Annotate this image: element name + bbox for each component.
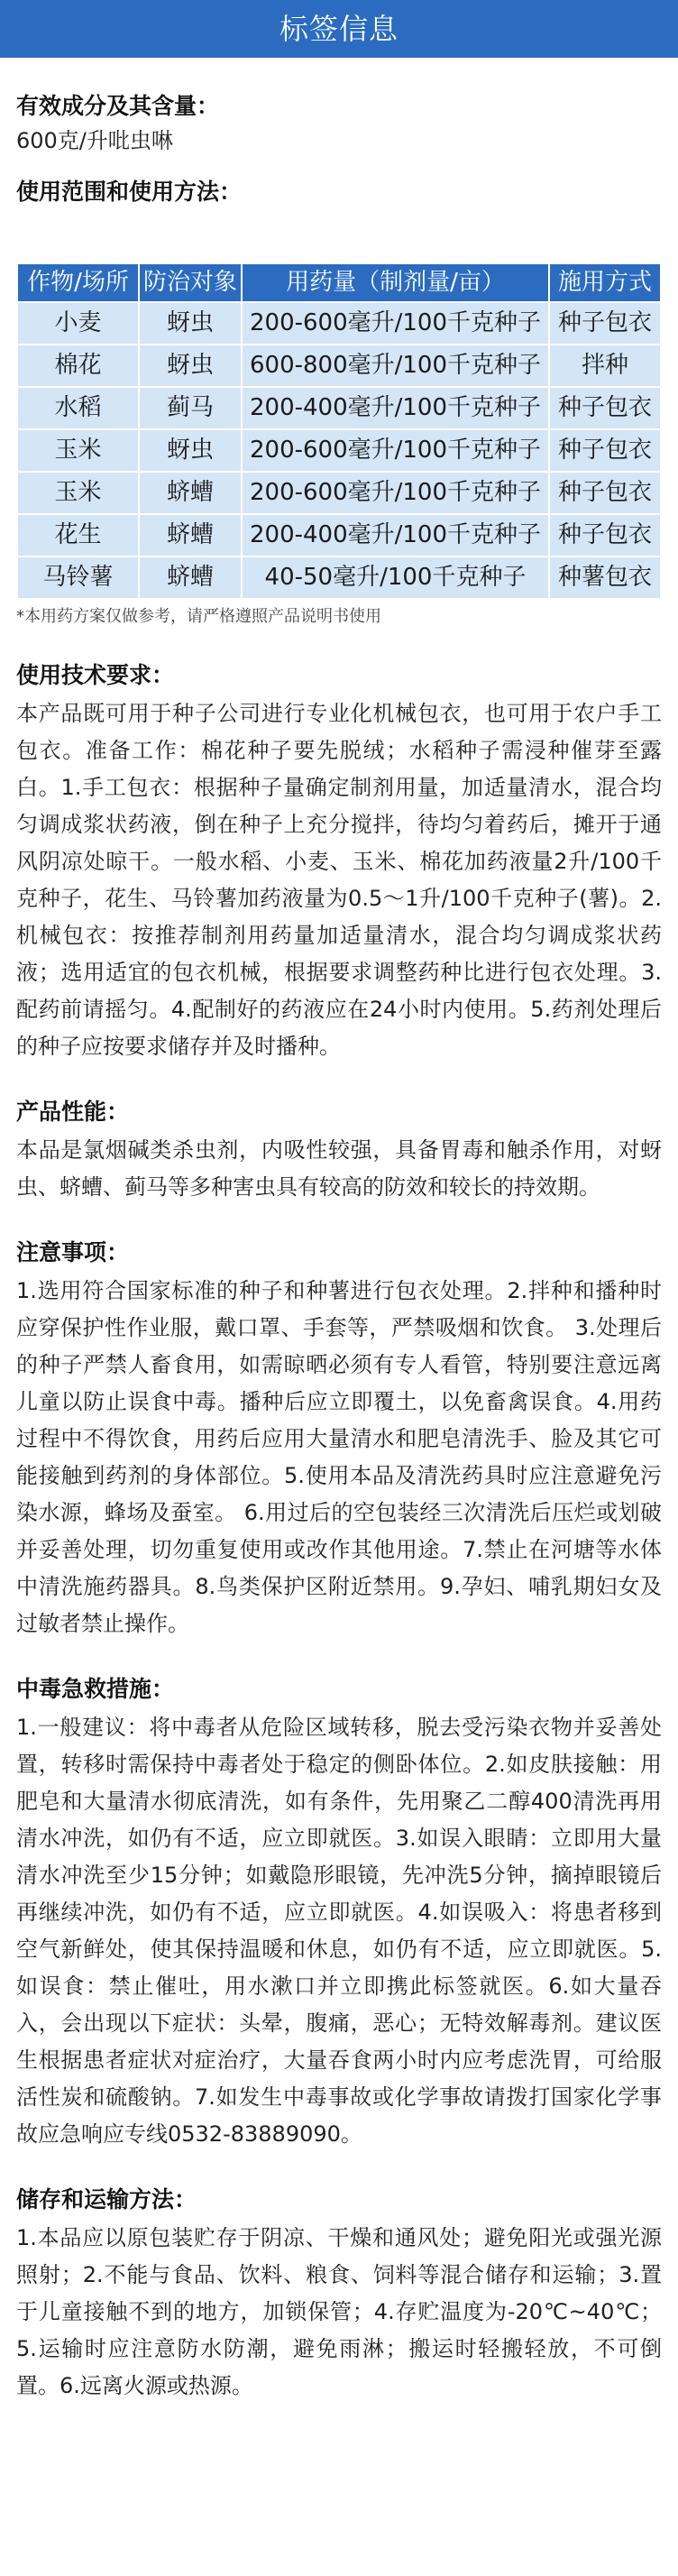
table-header-cell: 作物/场所: [18, 264, 138, 301]
table-cell: 蚜虫: [140, 430, 241, 471]
table-cell: 蛴螬: [140, 557, 241, 598]
storage-section: [16, 2184, 662, 2405]
ingredient-title: 有效成分及其含量：: [16, 93, 220, 119]
firstaid-section: [16, 1673, 662, 2153]
page-title: 标签信息: [0, 0, 678, 58]
table-cell: 200-400毫升/100千克种子: [243, 515, 548, 556]
performance-title: 产品性能：: [16, 1099, 130, 1125]
table-cell: 600-800毫升/100千克种子: [243, 345, 548, 386]
table-cell: 200-600毫升/100千克种子: [243, 303, 548, 344]
table-cell: 小麦: [18, 303, 138, 344]
tech-section: [16, 659, 662, 1065]
table-cell: 种子包衣: [550, 388, 660, 428]
table-cell: 蚜虫: [140, 303, 241, 344]
table-row: [18, 345, 660, 386]
firstaid-title: 中毒急救措施：: [16, 1676, 175, 1702]
precautions-text: 1.选用符合国家标准的种子和种薯进行包衣处理。2.拌种和播种时应穿保护性作业服，戴口罩、手套等，严禁吸烟和饮食。 3.处理后的种子严禁人畜食用，如需晾晒必须有专人看管，特别要注意远离儿童以防止误食中毒。播种后应立即覆土，以免畜禽误食。4.用药过程中不得饮食，用药后应用大量清水和肥皂清洗手、脸及其它可能接触到药剂的身体部位。5.使用本品及清洗药具时应注意避免污染水源，蜂场及蚕室。 6.用过后的空包装经三次清洗后压烂或划破并妥善处理，切勿重复使用或改作其他用途。7.禁止在河塘等水体中清洗施药器具。8.鸟类保护区附近禁用。9.孕妇、哺乳期妇女及过敏者禁止操作。: [16, 1278, 662, 1636]
table-cell: 蛴螬: [140, 515, 241, 556]
table-header-row: [18, 264, 660, 301]
tech-title: 使用技术要求：: [16, 662, 175, 688]
usage-section: [16, 160, 662, 629]
table-cell: 40-50毫升/100千克种子: [243, 557, 548, 598]
ingredient-section: [16, 58, 662, 160]
table-cell: 种薯包衣: [550, 557, 660, 598]
storage-text: 1.本品应以原包装贮存于阴凉、干燥和通风处；避免阳光或强光源照射；2.不能与食品、饮料、粮食、饲料等混合储存和运输；3.置于儿童接触不到的地方，加锁保管；4.存贮温度为-20℃~40℃；5.运输时应注意防水防潮，避免雨淋；搬运时轻搬轻放，不可倒置。6.远离火源或热源。: [16, 2225, 662, 2398]
storage-title: 储存和运输方法：: [16, 2186, 197, 2213]
firstaid-text: 1.一般建议：将中毒者从危险区域转移，脱去受污染衣物并妥善处置，转移时需保持中毒者处于稳定的侧卧体位。2.如皮肤接触：用肥皂和大量清水彻底清洗，如有条件，先用聚乙二醇400清洗再用清水冲洗，如仍有不适，应立即就医。3.如误入眼睛：立即用大量清水冲洗至少15分钟；如戴隐形眼镜，先冲洗5分钟，摘掉眼镜后再继续冲洗，如仍有不适，应立即就医。4.如误吸入：将患者移到空气新鲜处，使其保持温暖和休息，如仍有不适，应立即就医。5.如误食：禁止催吐，用水漱口并立即携此标签就医。6.如大量吞入，会出现以下症状：头晕，腹痛，恶心；无特效解毒剂。建议医生根据患者症状对症治疗，大量吞食两小时内应考虑洗胃，可给服活性炭和硫酸钠。7.如发生中毒事故或化学事故请拨打国家化学事故应急响应专线0532-83889090。: [16, 1715, 662, 2147]
ingredient-value: 600克/升吡虫啉: [16, 128, 173, 153]
table-cell: 马铃薯: [18, 557, 138, 598]
label-content: [0, 58, 678, 2405]
performance-text: 本品是氯烟碱类杀虫剂，内吸性较强，具备胃毒和触杀作用，对蚜虫、蛴螬、蓟马等多种害虫具有较高的防效和较长的持效期。: [16, 1137, 662, 1200]
table-cell: 蓟马: [140, 388, 241, 428]
table-row: [18, 473, 660, 513]
table-cell: 水稻: [18, 388, 138, 428]
table-cell: 200-400毫升/100千克种子: [243, 388, 548, 428]
table-cell: 种子包衣: [550, 473, 660, 513]
precautions-section: [16, 1237, 662, 1642]
table-cell: 花生: [18, 515, 138, 556]
usage-note: *本用药方案仅做参考，请严格遵照产品说明书使用: [16, 607, 381, 626]
dosage-table-wrapper: [16, 262, 662, 600]
table-row: [18, 388, 660, 428]
precautions-title: 注意事项：: [16, 1239, 130, 1265]
table-cell: 玉米: [18, 473, 138, 513]
performance-section: [16, 1096, 662, 1206]
table-cell: 玉米: [18, 430, 138, 471]
table-header-cell: 防治对象: [140, 264, 241, 301]
table-row: [18, 430, 660, 471]
table-header-cell: 用药量（制剂量/亩）: [243, 264, 548, 301]
dosage-table: [16, 262, 662, 600]
table-row: [18, 557, 660, 598]
table-cell: 蛴螬: [140, 473, 241, 513]
tech-text: 本产品既可用于种子公司进行专业化机械包衣，也可用于农户手工包衣。准备工作：棉花种子要先脱绒；水稻种子需浸种催芽至露白。1.手工包衣：根据种子量确定制剂用量，加适量清水，混合均匀调成浆状药液，倒在种子上充分搅拌，待均匀着药后，摊开于通风阴凉处晾干。一般水稻、小麦、玉米、棉花加药液量2升/100千克种子，花生、马铃薯加药液量为0.5～1升/100千克种子(薯)。2.机械包衣：按推荐制剂用药量加适量清水，混合均匀调成浆状药液；选用适宜的包衣机械，根据要求调整药种比进行包衣处理。3.配药前请摇匀。4.配制好的药液应在24小时内使用。5.药剂处理后的种子应按要求储存并及时播种。: [16, 701, 662, 1059]
table-cell: 种子包衣: [550, 430, 660, 471]
table-cell: 200-600毫升/100千克种子: [243, 473, 548, 513]
table-cell: 种子包衣: [550, 515, 660, 556]
usage-title: 使用范围和使用方法：: [16, 179, 243, 205]
table-header-cell: 施用方式: [550, 264, 660, 301]
table-cell: 种子包衣: [550, 303, 660, 344]
table-cell: 棉花: [18, 345, 138, 386]
table-cell: 拌种: [550, 345, 660, 386]
table-cell: 200-600毫升/100千克种子: [243, 430, 548, 471]
table-row: [18, 303, 660, 344]
table-cell: 蚜虫: [140, 345, 241, 386]
table-row: [18, 515, 660, 556]
